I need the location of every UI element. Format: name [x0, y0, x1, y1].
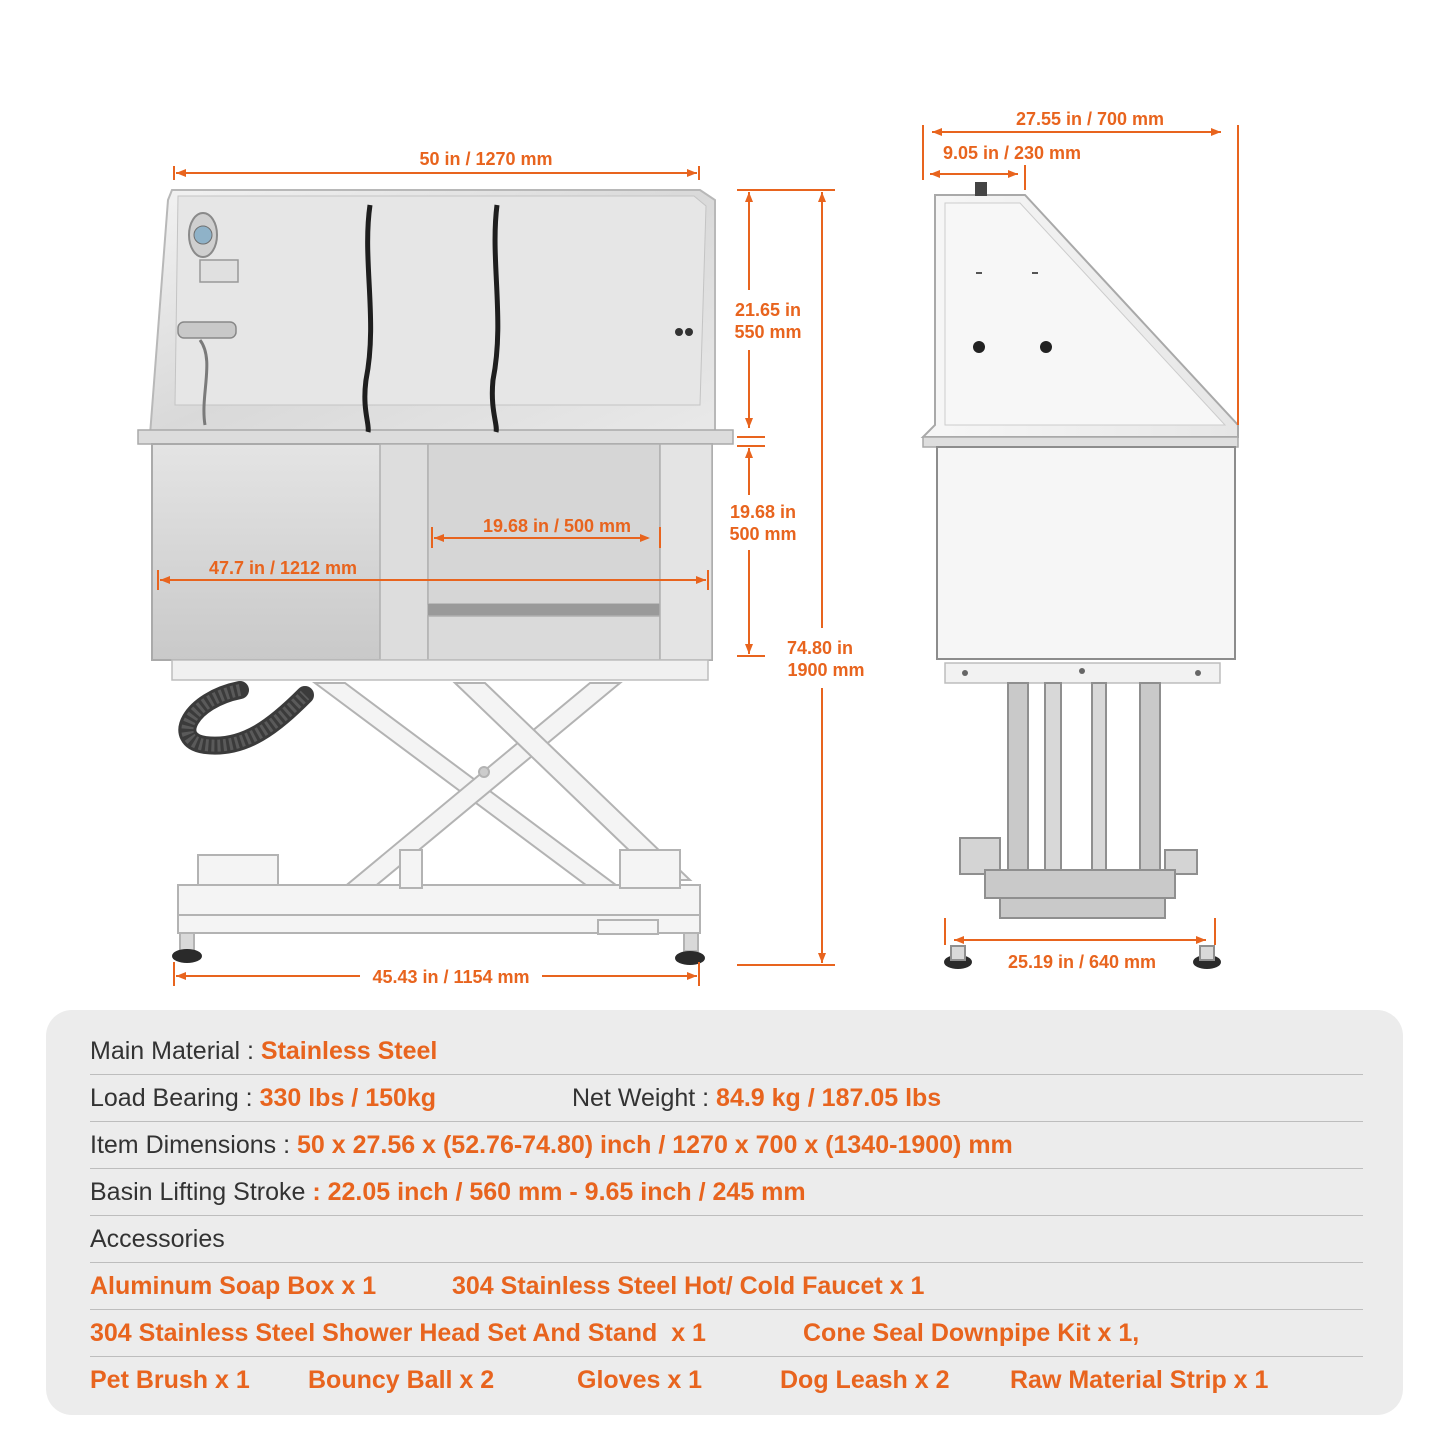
item-dimensions-value: 50 x 27.56 x (52.76-74.80) inch / 1270 x 700 x (1340-1900) mm: [297, 1131, 1013, 1159]
dim-total-height-1: 74.80 in: [786, 638, 854, 658]
main-material-value: Stainless Steel: [260, 1037, 438, 1065]
side-view-lift: [945, 683, 1220, 968]
dim-side-top-ledge: 9.05 in / 230 mm: [942, 143, 1082, 163]
accessory-item: Aluminum Soap Box x 1: [90, 1272, 377, 1300]
accessory-item: 304 Stainless Steel Shower Head Set And Stand x 1: [90, 1319, 706, 1347]
spec-row-accessories-3: [90, 1357, 1363, 1403]
side-view-tub: [923, 182, 1238, 683]
accessory-item: Pet Brush x 1: [90, 1366, 250, 1394]
lifting-stroke-value: : 22.05 inch / 560 mm - 9.65 inch / 245 mm: [312, 1178, 806, 1206]
spec-panel: [46, 1010, 1403, 1415]
spec-row-weights: [90, 1075, 1363, 1122]
lifting-stroke-label: Basin Lifting Stroke: [90, 1178, 313, 1206]
dim-inner-length: 47.7 in / 1212 mm: [208, 558, 358, 578]
accessory-item: Gloves x 1: [577, 1366, 703, 1394]
front-view-scissor-lift: [173, 683, 704, 964]
load-bearing-value: 330 lbs / 150kg: [259, 1084, 437, 1112]
net-weight-value: 84.9 kg / 187.05 lbs: [716, 1084, 942, 1112]
item-dimensions-label: Item Dimensions :: [90, 1131, 298, 1159]
accessory-item: Raw Material Strip x 1: [1010, 1366, 1269, 1394]
accessory-item: Bouncy Ball x 2: [308, 1366, 495, 1394]
main-material-label: Main Material :: [90, 1037, 261, 1065]
dim-backsplash-height-2: 550 mm: [734, 322, 802, 342]
dim-tub-depth-2: 500 mm: [729, 524, 797, 544]
dim-base-width: 45.43 in / 1154 mm: [372, 967, 530, 987]
dim-overall-width: 50 in / 1270 mm: [419, 149, 553, 169]
spec-row-item-dimensions: [90, 1122, 1363, 1169]
dim-side-depth: 27.55 in / 700 mm: [1015, 109, 1165, 129]
front-view-tub: [138, 190, 733, 746]
spec-row-accessories-2: [90, 1310, 1363, 1357]
accessory-item: 304 Stainless Steel Hot/ Cold Faucet x 1: [452, 1272, 925, 1300]
net-weight-label: Net Weight :: [572, 1084, 717, 1112]
accessories-label: Accessories: [90, 1225, 225, 1253]
dim-door-width: 19.68 in / 500 mm: [482, 516, 632, 536]
dim-tub-depth-1: 19.68 in: [729, 502, 797, 522]
dim-total-height-2: 1900 mm: [787, 660, 865, 680]
accessory-item: Cone Seal Downpipe Kit x 1,: [803, 1319, 1140, 1347]
spec-row-accessories-1: [90, 1263, 1363, 1310]
load-bearing-label: Load Bearing :: [90, 1084, 260, 1112]
spec-row-main-material: [90, 1028, 1363, 1075]
dim-side-base-depth: 25.19 in / 640 mm: [1007, 952, 1157, 972]
spec-row-lifting-stroke: [90, 1169, 1363, 1216]
dim-backsplash-height-1: 21.65 in: [734, 300, 802, 320]
accessory-item: Dog Leash x 2: [780, 1366, 950, 1394]
spec-row-accessories-heading: [90, 1216, 1363, 1263]
